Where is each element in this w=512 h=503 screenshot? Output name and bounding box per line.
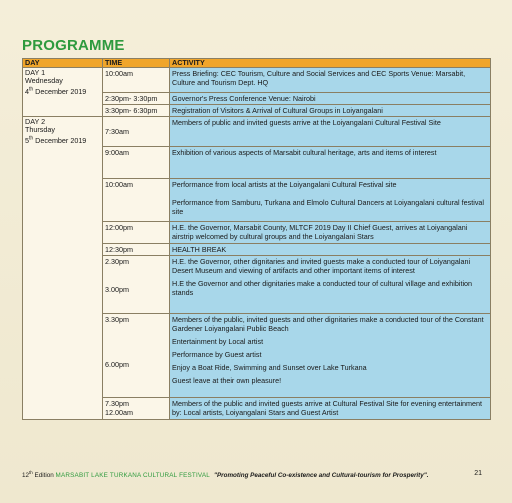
time-cell bbox=[103, 314, 170, 398]
day-weekday: Wednesday bbox=[25, 76, 63, 86]
programme-table bbox=[22, 58, 491, 420]
table-row bbox=[23, 68, 491, 93]
time-cell: 3:30pm- 6:30pm bbox=[103, 105, 170, 117]
page-number: 21 bbox=[474, 470, 482, 477]
activity-text: Members of the public, invited guests and other dignitaries make a conducted tour of the Constant Gardener Loiyangalani Public Beach bbox=[172, 314, 484, 333]
column-header-activity: ACTIVITY bbox=[170, 59, 491, 68]
day-date: 4th December 2019 bbox=[25, 87, 87, 97]
activity-cell bbox=[170, 256, 491, 314]
time-cell: 9:00am bbox=[103, 147, 170, 179]
activity-text: Performance from local artists at the Loiyangalani Cultural Festival site bbox=[172, 179, 397, 189]
time-text: 7.30pm bbox=[105, 398, 129, 408]
day-cell bbox=[23, 117, 103, 420]
time-cell: 2:30pm- 3:30pm bbox=[103, 93, 170, 105]
time-text: 3.00pm bbox=[105, 284, 129, 294]
time-text: 3.30pm bbox=[105, 314, 129, 324]
activity-text: Entertainment by Local artist bbox=[172, 336, 264, 346]
time-cell: 10:00am bbox=[103, 179, 170, 222]
table-row bbox=[23, 117, 491, 147]
time-cell: 12:30pm bbox=[103, 244, 170, 256]
activity-cell: Governor's Press Conference Venue: Nairobi bbox=[170, 93, 491, 105]
day-label: DAY 2 bbox=[25, 116, 46, 126]
time-text: 12.00am bbox=[105, 407, 133, 417]
activity-cell: Members of public and invited guests arrive at the Loiyangalani Cultural Festival Site bbox=[170, 117, 491, 147]
activity-cell: Press Briefing: CEC Tourism, Culture and Social Services and CEC Sports Venue: Marsabit, Culture and Tourism Dept. HQ bbox=[170, 68, 491, 93]
activity-text: Guest leave at their own pleasure! bbox=[172, 375, 282, 385]
day-date: 5th December 2019 bbox=[25, 136, 87, 146]
activity-text: Exhibition of various aspects of Marsabit cultural heritage, arts and items of interest bbox=[172, 147, 437, 157]
activity-text: Performance by Guest artist bbox=[172, 349, 262, 359]
activity-cell bbox=[170, 147, 491, 179]
activity-text: Enjoy a Boat Ride, Swimming and Sunset over Lake Turkana bbox=[172, 362, 367, 372]
activity-cell: Registration of Visitors & Arrival of Cultural Groups in Loiyangalani bbox=[170, 105, 491, 117]
activity-text: H.E. the Governor, other dignitaries and invited guests make a conducted tour of Loiyangalani Desert Museum and viewing of artifacts and other important items of interest bbox=[172, 256, 471, 275]
time-cell bbox=[103, 398, 170, 420]
page-title: PROGRAMME bbox=[22, 37, 125, 54]
time-cell: 7:30am bbox=[103, 117, 170, 147]
time-cell: 12:00pm bbox=[103, 222, 170, 244]
column-header-time: TIME bbox=[103, 59, 170, 68]
activity-cell bbox=[170, 314, 491, 398]
activity-text: H.E the Governor and other dignitaries make a conducted tour of cultural village and exhibition stands bbox=[172, 278, 473, 297]
day-label: DAY 1 bbox=[25, 67, 46, 77]
festival-slogan: "Promoting Peaceful Co-existence and Cultural-tourism for Prosperity". bbox=[213, 472, 429, 480]
activity-cell: Members of the public and invited guests arrive at Cultural Festival Site for evening entertainment by: Local artists, Loiyangalani Stars and Guest Artist bbox=[170, 398, 491, 420]
time-cell: 10:00am bbox=[103, 68, 170, 93]
time-text: 2.30pm bbox=[105, 256, 129, 266]
time-text: 6.00pm bbox=[105, 359, 129, 369]
activity-cell: H.E. the Governor, Marsabit County, MLTCF 2019 Day II Chief Guest, arrives at Loiyangalani airstrip welcomed by cultural groups and the Loiyangalani Stars bbox=[170, 222, 491, 244]
time-cell bbox=[103, 256, 170, 314]
page-footer bbox=[22, 470, 490, 479]
activity-text: Performance from Samburu, Turkana and Elmolo Cultural Dancers at Loiyangalani cultural festival site bbox=[172, 197, 485, 216]
day-cell bbox=[23, 68, 103, 117]
activity-cell bbox=[170, 179, 491, 222]
day-weekday: Thursday bbox=[25, 125, 55, 135]
festival-name: MARSABIT LAKE TURKANA CULTURAL FESTIVAL bbox=[55, 472, 210, 480]
column-header-day: DAY bbox=[23, 59, 103, 68]
edition-label: 12th Edition bbox=[22, 470, 56, 480]
table-header-row bbox=[23, 59, 491, 68]
activity-cell: HEALTH BREAK bbox=[170, 244, 491, 256]
